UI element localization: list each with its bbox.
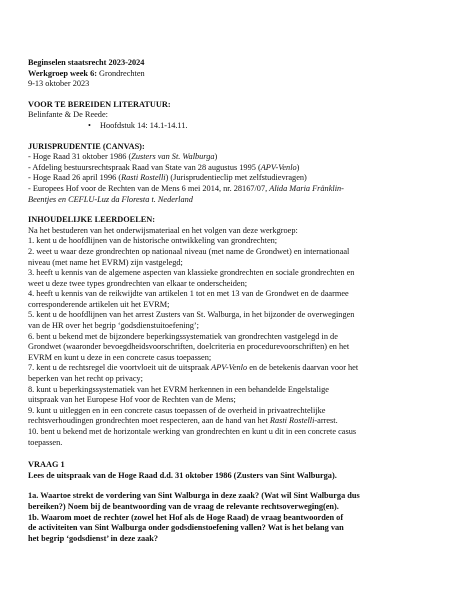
objective-line: 5. kent u de hoofdlijnen van het arrest Zusters van St. Walburga, in het bijzonder de overwegingen (28, 310, 355, 320)
objective-line: EVRM en kunt u deze in een concrete casus toepassen; (28, 352, 212, 362)
objective-line: 8. kunt u beperkingssystematiek van het EVRM herkennen in een behandelde Engelstalige (28, 384, 329, 394)
objective-line: 1. kent u de hoofdlijnen van de historische ontwikkeling van grondrechten; (28, 236, 278, 246)
literature-source: Belinfante & De Reede: (28, 110, 108, 120)
objective-line: weet u deze twee types grondrechten van elkaar te onderscheiden; (28, 278, 248, 288)
week-topic: Grondrechten (96, 68, 145, 78)
objective-line: niveau (met name het EVRM) zijn vastgelegd; (28, 257, 183, 267)
literature-item-text: Hoofdstuk 14: 14.1-14.11. (100, 120, 188, 130)
objectives-heading: INHOUDELIJKE LEERDOELEN: (28, 215, 156, 225)
case-name: Rasti Rostelli (121, 173, 166, 183)
objective-line: 4. heeft u kennis van de reikwijdte van artikelen 1 tot en met 13 van de Grondwet en de daarmee (28, 289, 349, 299)
question-subtitle: Lees de uitspraak van de Hoge Raad d.d. 31 oktober 1986 (Zusters van Sint Walburga). (28, 470, 337, 480)
objective-line: 2. weet u waar deze grondrechten op nationaal niveau (met name de Grondwet) en internationaal (28, 246, 350, 256)
question-line: bereiken?) Noem bij de beantwoording van de vraag de relevante rechtsoverweging(en). (28, 501, 339, 511)
case-name: Rasti Rostelli (269, 416, 315, 426)
case-name: Alida Maria Fränklin- (269, 183, 344, 193)
bullet-icon: • (88, 120, 91, 130)
jurisprudence-item-text: - Hoge Raad 31 oktober 1986 ( (28, 152, 132, 162)
case-name: APV-Venlo (211, 363, 248, 373)
jurisprudence-item-suffix: ) (214, 152, 218, 162)
objective-line-suffix: -arrest. (314, 416, 338, 426)
jurisprudence-heading: JURISPRUDENTIE (CANVAS): (28, 141, 145, 151)
jurisprudence-item-suffix: ) (296, 162, 300, 172)
week-label: Werkgroep week 6: (28, 68, 97, 78)
document-title: Beginselen staatsrecht 2023-2024 (28, 58, 145, 67)
case-name: Zusters van St. Walburga (131, 152, 215, 162)
objective-line: uitspraak van het Europese Hof voor de Rechten van de Mens; (28, 395, 236, 405)
objective-line: corresponderende artikelen uit het EVRM; (28, 299, 170, 309)
objectives-intro: Na het bestuderen van het onderwijsmateriaal en het volgen van deze werkgroep: (28, 225, 298, 235)
question-line: 1a. Waartoe strekt de vordering van Sint Walburga in deze zaak? (Wat wil Sint Walburga dus (28, 491, 360, 501)
question-line: het begrip ‘godsdienst’ in deze zaak? (28, 533, 159, 543)
objective-line: 6. bent u bekend met de bijzondere beperkingssystematiek van grondrechten vastgelegd in de (28, 331, 338, 341)
case-name: APV-Venlo (260, 162, 297, 172)
objective-line: toepassen. (28, 437, 63, 447)
jurisprudence-item (28, 173, 452, 184)
jurisprudence-item-text: - Europees Hof voor de Rechten van de Mens 6 mei 2014, nr. 28167/07, (28, 183, 270, 193)
week-line (28, 69, 452, 80)
jurisprudence-item-text: - Afdeling bestuursrechtspraak Raad van State van 28 augustus 1995 ( (28, 162, 261, 172)
objective-line: van de HR over het begrip ‘godsdienstuitoefening’; (28, 321, 199, 331)
jurisprudence-item-continuation: Beentjes en CEFLU-Luz da Floresta t. Nederland (28, 194, 193, 204)
jurisprudence-item (28, 163, 452, 174)
objective-line-suffix: en de betekenis daarvan voor het (247, 363, 359, 373)
objective-line-text: rechtsverhoudingen grondrechten moet respecteren, aan de hand van het (28, 416, 270, 426)
literature-heading: VOOR TE BEREIDEN LITERATUUR: (28, 99, 171, 109)
objective-line: beperken van het recht op privacy; (28, 374, 143, 384)
objective-line-text: 7. kent u de rechtsregel die voortvloeit uit de uitspraak (28, 363, 212, 373)
jurisprudence-item-suffix: ) (Jurisprudentieclip met zelfstudievragen) (165, 173, 307, 183)
objective-line: 10. bent u bekend met de horizontale werking van grondrechten en kunt u dit in een concrete casus (28, 427, 357, 436)
objective-line: 9. kunt u uitleggen en in een concrete casus toepassen of de overheid in privaatrechtelijke (28, 405, 326, 415)
question-heading: VRAAG 1 (28, 460, 65, 470)
jurisprudence-item (28, 152, 452, 163)
document-page (28, 58, 452, 544)
literature-item (28, 121, 452, 132)
objective-line: Grondwet (waaronder bevoegdheidsvoorschriften, doelcriteria en procedurevoorschriften) en het (28, 342, 350, 352)
question-line: de activiteiten van Sint Walburga onder godsdienstoefening vallen? Wat is het belang van (28, 523, 344, 533)
jurisprudence-item (28, 184, 452, 195)
objective-line (28, 363, 452, 374)
week-dates: 9-13 oktober 2023 (28, 79, 90, 89)
jurisprudence-item-text: - Hoge Raad 26 april 1996 ( (28, 173, 122, 183)
objective-line (28, 416, 452, 427)
question-line: 1b. Waarom moet de rechter (zowel het Hof als de Hoge Raad) de vraag beantwoorden of (28, 512, 344, 522)
objective-line: 3. heeft u kennis van de algemene aspecten van klassieke grondrechten en sociale grondrechten en (28, 268, 355, 278)
